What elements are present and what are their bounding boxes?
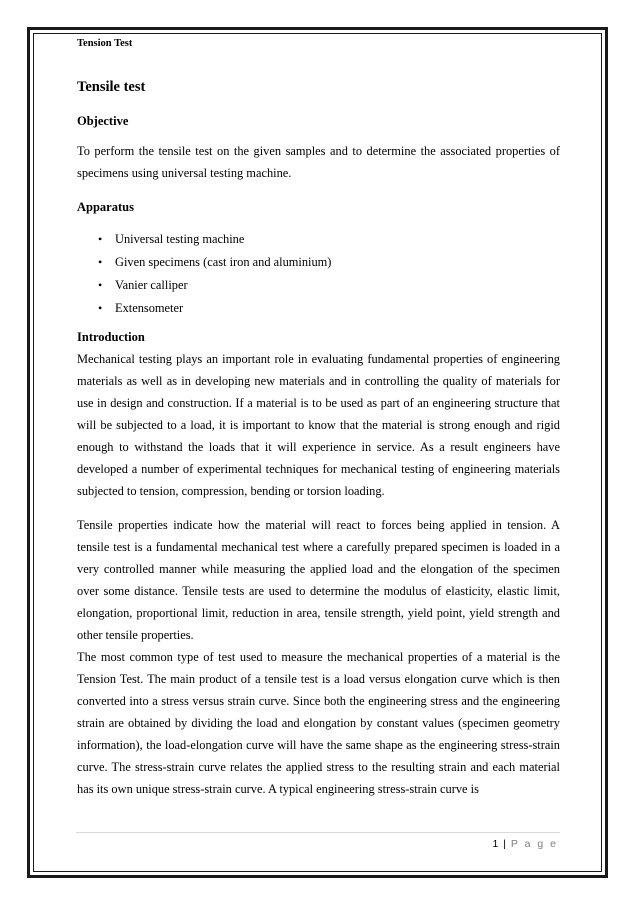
apparatus-list [77, 228, 560, 320]
page-label: P a g e [510, 838, 558, 850]
list-item-text: Vanier calliper [115, 278, 188, 292]
objective-heading: Objective [77, 114, 129, 128]
list-item-text: Given specimens (cast iron and aluminium) [115, 255, 332, 269]
page-number: 1 [492, 838, 500, 850]
bullet-icon: • [98, 301, 103, 315]
running-header: Tension Test [77, 38, 133, 49]
page-content [77, 76, 560, 800]
list-item [77, 297, 560, 320]
bullet-icon: • [98, 232, 103, 246]
introduction-heading: Introduction [77, 330, 145, 344]
introduction-paragraph-2: Tensile properties indicate how the material will react to forces being applied in tension. A tensile test is a fundamental mechanical test where a carefully prepared specimen is loaded in a very controlled manner while measuring the applied load and the elongation of the specimen over some distance. Tensile tests are used to determine the modulus of elasticity, elastic limit, elongation, proportional limit, reduction in area, tensile strength, yield point, yield strength and other tensile properties. [77, 518, 560, 642]
introduction-paragraph-1: Mechanical testing plays an important role in evaluating fundamental properties of engineering materials as well as in developing new materials and in controlling the quality of materials for use in design and construction. If a material is to be used as part of an engineering structure that will be subjected to a load, it is important to know that the material is strong enough and rigid enough to withstand the loads that it will experience in service. As a result engineers have developed a number of experimental techniques for mechanical testing of engineering materials subjected to tension, compression, bending or torsion loading. [77, 352, 560, 498]
footer-divider [76, 832, 560, 833]
page-footer [492, 838, 558, 850]
list-item [77, 274, 560, 297]
footer-separator: | [503, 838, 507, 850]
list-item [77, 251, 560, 274]
list-item-text: Universal testing machine [115, 232, 245, 246]
apparatus-heading: Apparatus [77, 200, 134, 214]
objective-text: To perform the tensile test on the given samples and to determine the associated properties of specimens using universal testing machine. [77, 144, 560, 180]
document-title: Tensile test [77, 79, 146, 95]
list-item-text: Extensometer [115, 301, 184, 315]
bullet-icon: • [98, 255, 103, 269]
bullet-icon: • [98, 278, 103, 292]
introduction-paragraph-3: The most common type of test used to measure the mechanical properties of a material is the Tension Test. The main product of a tensile test is a load versus elongation curve which is then converted into a stress versus strain curve. Since both the engineering stress and the engineering strain are obtained by dividing the load and elongation by constant values (specimen geometry information), the load-elongation curve will have the same shape as the engineering stress-strain curve. The stress-strain curve relates the applied stress to the resulting strain and each material has its own unique stress-strain curve. A typical engineering stress-strain curve is [77, 650, 560, 796]
list-item [77, 228, 560, 251]
